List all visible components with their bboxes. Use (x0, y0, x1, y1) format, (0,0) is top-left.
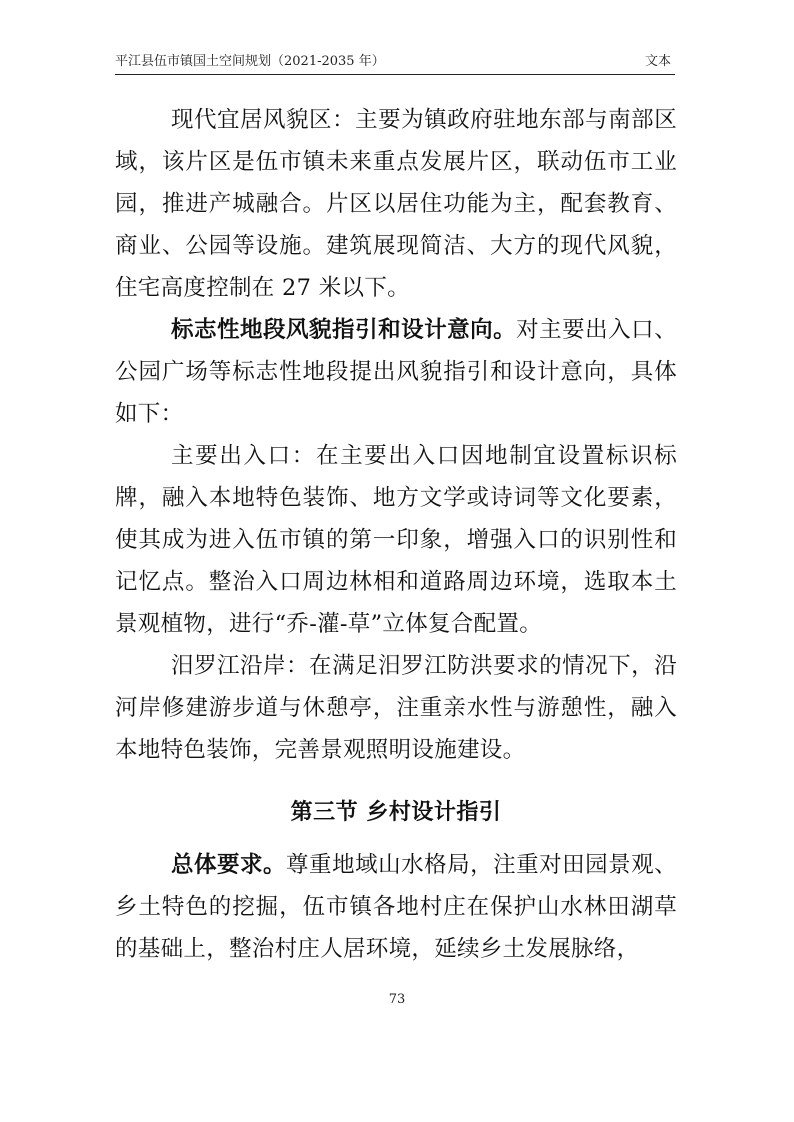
paragraph-text: 对主要出入口、公园广场等标志性地段提出风貌指引和设计意向，具体如下： (115, 317, 677, 427)
page-header (115, 52, 675, 75)
page-number: 73 (388, 992, 406, 1007)
paragraph-general-requirements (115, 844, 677, 970)
paragraph-modern-livable-zone (115, 99, 677, 309)
paragraph-lead: 总体要求。 (171, 852, 287, 878)
paragraph-text: 尊重地域山水格局，注重对田园景观、乡土特色的挖掘，伍市镇各地村庄在保护山水林田湖草的基础上，整治村庄人居环境，延续乡土发展脉络， (115, 852, 677, 962)
section-heading: 第三节 乡村设计指引 (290, 800, 502, 825)
paragraph-main-entrance (115, 435, 677, 645)
paragraph-miluo-riverside (115, 645, 677, 771)
header-title: 平江县伍市镇国土空间规划（2021-2035 年） (115, 54, 385, 69)
paragraph-text: 汨罗江沿岸：在满足汨罗江防洪要求的情况下，沿河岸修建游步道与休憩亭，注重亲水性与游憩性，融入本地特色装饰，完善景观照明设施建设。 (115, 653, 677, 763)
paragraph-text: 主要出入口：在主要出入口因地制宜设置标识标牌，融入本地特色装饰、地方文学或诗词等文化要素，使其成为进入伍市镇的第一印象，增强入口的识别性和记忆点。整治入口周边林相和道路周边环境，选取本土景观植物，进行“乔-灌-草”立体复合配置。 (115, 443, 677, 637)
paragraph-text: 现代宜居风貌区：主要为镇政府驻地东部与南部区域，该片区是伍市镇未来重点发展片区，联动伍市工业园，推进产城融合。片区以居住功能为主，配套教育、商业、公园等设施。建筑展现简洁、大方的现代风貌，住宅高度控制在 27 米以下。 (115, 107, 677, 301)
section-body (115, 844, 677, 970)
paragraph-lead: 标志性地段风貌指引和设计意向。 (171, 317, 517, 343)
paragraph-landmark-guidance (115, 309, 677, 435)
main-body (115, 99, 677, 771)
header-doc-type: 文本 (644, 54, 671, 69)
